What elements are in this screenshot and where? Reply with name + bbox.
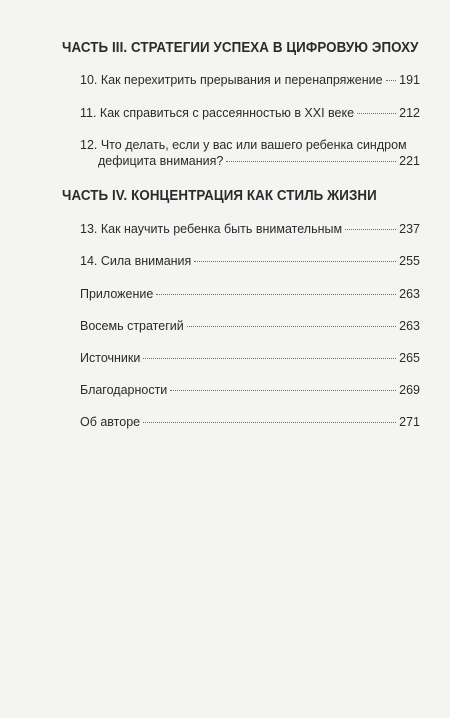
toc-entry-title: 14. Сила внимания [80, 254, 192, 268]
dot-leader [194, 261, 396, 262]
toc-entry-14 [80, 253, 420, 269]
toc-entry-about-author [80, 414, 420, 430]
toc-entry-title: дефицита внимания? [98, 154, 224, 168]
dot-leader [357, 113, 396, 114]
toc-entry-page: 191 [399, 73, 420, 87]
dot-leader [143, 358, 396, 359]
toc-entry-page: 221 [399, 154, 420, 168]
dot-leader [187, 326, 396, 327]
dot-leader [143, 422, 396, 423]
dot-leader [345, 229, 396, 230]
toc-entry-appendix [80, 286, 420, 302]
toc-entry-acknowledgements [80, 382, 420, 398]
toc-entry-title: Благодарности [80, 383, 168, 397]
dot-leader [170, 390, 396, 391]
toc-entry-title: 13. Как научить ребенка быть внимательным [80, 222, 343, 236]
toc-entry-page: 271 [399, 415, 420, 429]
toc-entry-page: 237 [399, 222, 420, 236]
toc-entry-title-line1: 12. Что делать, если у вас или вашего ребенка синдром [80, 138, 407, 152]
toc-entry-page: 212 [399, 106, 420, 120]
dot-leader [386, 80, 397, 81]
part-3-title: ЧАСТЬ III. СТРАТЕГИИ УСПЕХА В ЦИФРОВУЮ ЭПОХУ [62, 40, 419, 56]
toc-entry-11 [80, 105, 420, 121]
toc-entry-page: 263 [399, 319, 420, 333]
toc-entry-page: 255 [399, 254, 420, 268]
toc-entry-page: 263 [399, 287, 420, 301]
dot-leader [226, 161, 396, 162]
toc-entry-title: 11. Как справиться с рассеянностью в XXI веке [80, 106, 355, 120]
toc-entry-title: Приложение [80, 287, 154, 301]
toc-entry-eight-strategies [80, 318, 420, 334]
toc-entry-title: Источники [80, 351, 141, 365]
toc-entry-page: 269 [399, 383, 420, 397]
toc-entry-title: 10. Как перехитрить прерывания и перенапряжение [80, 73, 383, 87]
toc-entry-12 [80, 137, 420, 169]
toc-entry-title: Об авторе [80, 415, 141, 429]
toc-entry-sources [80, 350, 420, 366]
toc-entry-title: Восемь стратегий [80, 319, 184, 333]
toc-entry-13 [80, 221, 420, 237]
toc-entry-10 [80, 72, 420, 88]
toc-entry-page: 265 [399, 351, 420, 365]
part-4-title: ЧАСТЬ IV. КОНЦЕНТРАЦИЯ КАК СТИЛЬ ЖИЗНИ [62, 188, 377, 204]
dot-leader [156, 294, 396, 295]
